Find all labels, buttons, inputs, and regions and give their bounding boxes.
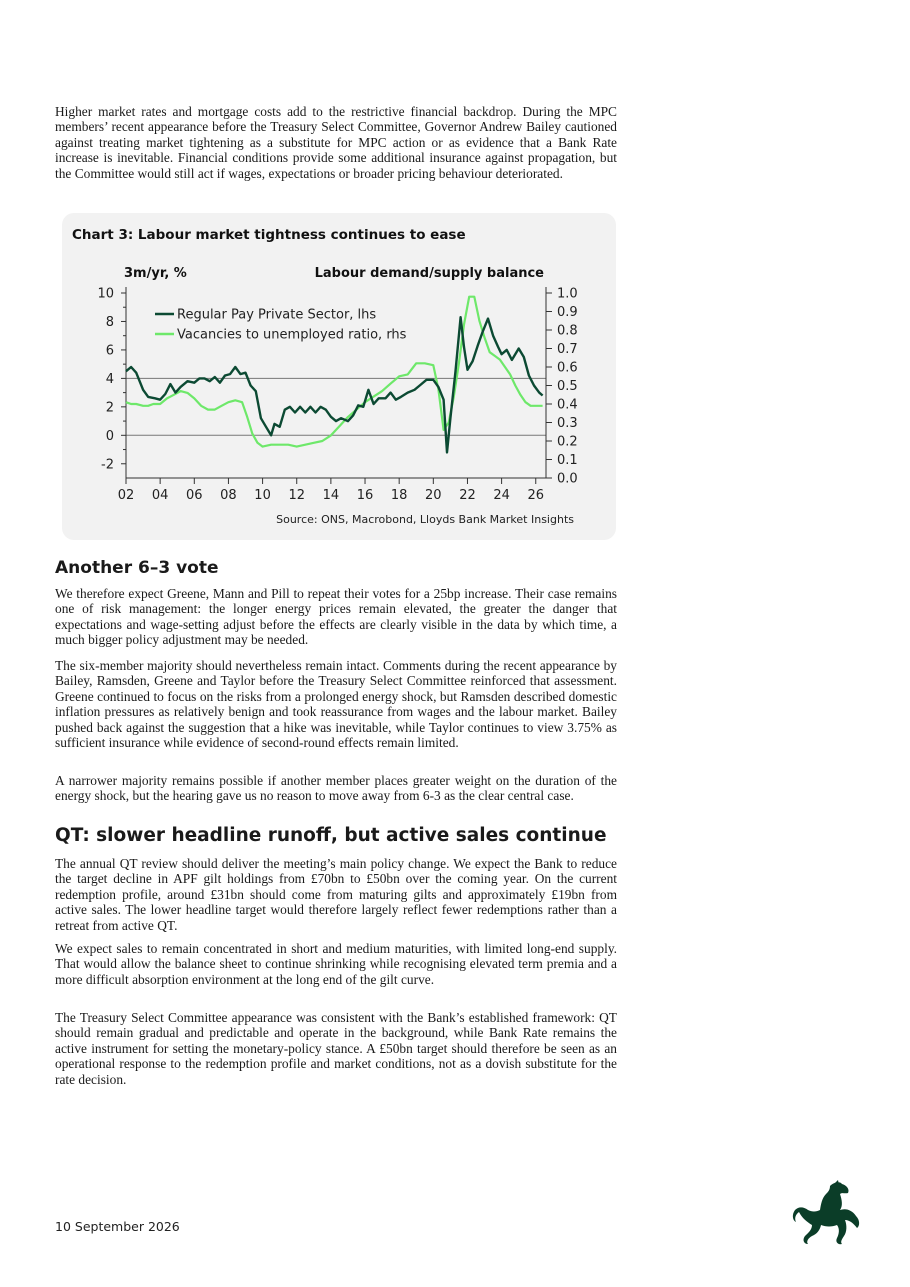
right-tick-label: 0.8: [557, 323, 578, 339]
right-tick-label: 0.2: [557, 434, 578, 450]
left-tick-label: 10: [97, 286, 114, 302]
vote-paragraph-3: A narrower majority remains possible if another member places greater weight on the duration of the energy shock, but the hearing gave us no reason to move away from 6-3 as the clear central case.: [55, 773, 617, 804]
qt-paragraph-3: The Treasury Select Committee appearance was consistent with the Bank’s established framework: QT should remain gradual and predictable and operate in the background, while Bank Rate remains the active instrument for setting the monetary-policy stance. A £50bn target should therefore be seen as an operational response to the redemption profile and market conditions, not as a dovish substitute for the rate decision.: [55, 1010, 617, 1087]
right-tick-label: 0.1: [557, 453, 578, 468]
right-tick-label: 0.0: [557, 471, 578, 487]
section-heading-qt: QT: slower headline runoff, but active sales continue: [55, 825, 607, 846]
right-tick-label: 1.0: [557, 286, 578, 302]
legend-label: Regular Pay Private Sector, lhs: [177, 307, 377, 323]
x-tick-label: 08: [220, 488, 237, 503]
vote-paragraph-2: The six-member majority should nevertheless remain intact. Comments during the recent appearance by Bailey, Ramsden, Greene and Taylor before the Treasury Select Committee reinforced that assessment. Greene continued to focus on the risks from a prolonged energy shock, but Ramsden described domestic inflation pressures as relatively benign and took reassurance from wages and the labour market. Bailey pushed back against the suggestion that a hike was inevitable, while Taylor continues to view 3.75% as sufficient insurance while evidence of second-round effects remain limited.: [55, 658, 617, 751]
x-tick-label: 22: [459, 488, 476, 503]
section-heading-vote: Another 6–3 vote: [55, 558, 219, 578]
qt-paragraph-2: We expect sales to remain concentrated in short and medium maturities, with limited long-end supply. That would allow the balance sheet to continue shrinking while recognising elevated term premia and a more difficult absorption environment at the long end of the gilt curve.: [55, 941, 617, 987]
x-tick-label: 06: [186, 488, 203, 503]
intro-paragraph: Higher market rates and mortgage costs add to the restrictive financial backdrop. During the MPC members’ recent appearance before the Treasury Select Committee, Governor Andrew Bailey cautioned against treating market tightening as a substitute for MPC action or as evidence that a Bank Rate increase is inevitable. Financial conditions provide some additional insurance against propagation, but the Committee would still act if wages, expectations or broader pricing behaviour deteriorated.: [55, 104, 617, 181]
left-axis-label: 3m/yr, %: [124, 266, 187, 281]
right-tick-label: 0.6: [557, 360, 578, 376]
left-tick-label: 8: [105, 314, 114, 330]
legend-label: Vacancies to unemployed ratio, rhs: [177, 327, 407, 343]
x-tick-label: 24: [493, 488, 510, 503]
chart-panel: [62, 213, 616, 540]
vote-paragraph-1: We therefore expect Greene, Mann and Pill to repeat their votes for a 25bp increase. Their case remains one of risk management: the longer energy prices remain elevated, the greater the danger that expectations and wage-setting adjust before the effects are clearly visible in the data by which time, a much bigger policy adjustment may be needed.: [55, 586, 617, 648]
x-tick-label: 26: [527, 488, 545, 503]
left-tick-label: 6: [105, 343, 114, 359]
qt-paragraph-1: The annual QT review should deliver the meeting’s main policy change. We expect the Bank to reduce the target decline in APF gilt holdings from £70bn to £50bn over the coming year. On the current redemption profile, around £31bn should come from maturing gilts and approximately £19bn from active sales. The lower headline target would therefore largely reflect fewer redemptions rather than a retreat from active QT.: [55, 856, 617, 933]
x-tick-label: 04: [151, 488, 169, 503]
left-tick-label: 2: [105, 400, 114, 416]
x-tick-label: 20: [425, 488, 442, 503]
right-tick-label: 0.7: [557, 342, 578, 357]
left-tick-label: 0: [105, 428, 114, 444]
right-tick-label: 0.3: [557, 416, 578, 431]
x-tick-label: 10: [254, 488, 271, 503]
black-horse-logo-icon: [790, 1180, 864, 1246]
chart-title: Chart 3: Labour market tightness continues to ease: [72, 227, 466, 243]
right-axis-label: Labour demand/supply balance: [314, 266, 544, 281]
footer-date: 10 September 2026: [55, 1219, 180, 1234]
right-tick-label: 0.5: [557, 379, 578, 394]
line-chart: [62, 213, 616, 540]
right-tick-label: 0.9: [557, 305, 578, 320]
right-tick-label: 0.4: [557, 397, 578, 413]
x-tick-label: 18: [390, 488, 408, 503]
x-tick-label: 14: [322, 488, 340, 503]
left-tick-label: 4: [105, 371, 114, 387]
x-tick-label: 02: [117, 488, 135, 503]
x-tick-label: 12: [288, 488, 306, 503]
chart-source: Source: ONS, Macrobond, Lloyds Bank Market Insights: [276, 513, 574, 526]
x-tick-label: 16: [356, 488, 374, 503]
left-tick-label: -2: [101, 457, 114, 473]
